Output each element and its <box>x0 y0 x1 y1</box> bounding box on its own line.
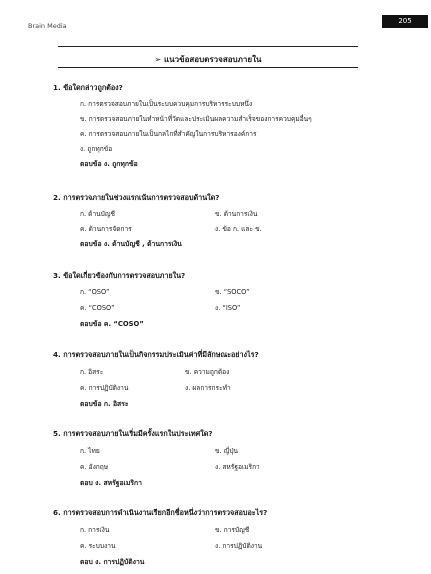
q2-option-c: ค. ด้านการจัดการ <box>80 225 132 233</box>
q3-option-b: ข. “SOCO” <box>215 288 250 296</box>
q6-option-d: ง. การปฏิบัติงาน <box>215 542 263 550</box>
question-3: 3. ข้อใดเกี่ยวข้องกับการตรวจสอบภายใน? <box>53 271 186 280</box>
q6-option-b: ข. การบัญชี <box>215 526 250 534</box>
q5-option-b: ข. ญี่ปุ่น <box>215 447 239 455</box>
q1-answer: ตอบข้อ ง. ถูกทุกข้อ <box>80 160 138 168</box>
question-1: 1. ข้อใดกล่าวถูกต้อง? <box>53 83 123 92</box>
q1-option-b: ข. การตรวจสอบภายในทำหน้าที่วัดและประเมินผลความสำเร็จของการควบคุมอื่นๆ <box>80 115 312 123</box>
section-title-box <box>58 46 358 68</box>
q3-option-d: ง. “ISO” <box>215 304 241 312</box>
question-5: 5. การตรวจสอบภายในเริ่มมีครั้งแรกในประเทศใด? <box>53 429 213 438</box>
q5-option-c: ค. อังกฤษ <box>80 463 109 471</box>
publisher-name: Brain Media <box>28 22 67 30</box>
q3-option-c: ค. “COSO” <box>80 304 115 312</box>
q4-option-a: ก. อิสระ <box>80 368 104 376</box>
q4-option-c: ค. การปฏิบัติงาน <box>80 384 129 392</box>
q1-option-d: ง. ถูกทุกข้อ <box>80 145 113 153</box>
q1-option-a: ก. การตรวจสอบภายในเป็นระบบควบคุมการบริหารระบบหนึ่ง <box>80 100 253 108</box>
q2-option-a: ก. ด้านบัญชี <box>80 210 115 218</box>
q4-option-d: ง. ผลการกระทำ <box>185 384 231 392</box>
section-title: ➢ แนวข้อสอบตรวจสอบภายใน <box>154 55 262 64</box>
page-number: 205 <box>382 15 428 28</box>
q3-option-a: ก. “OSO” <box>80 288 110 296</box>
q6-answer: ตอบ ง. การปฏิบัติงาน <box>80 558 145 566</box>
q6-option-c: ค. ระบบงาน <box>80 542 116 550</box>
question-4: 4. การตรวจสอบภายในเป็นกิจกรรมประเมินค่าที่มีลักษณะอย่างไร? <box>53 350 259 359</box>
q5-option-d: ง. สหรัฐอเมริกา <box>215 463 260 471</box>
q5-answer: ตอบ ง. สหรัฐอเมริกา <box>80 479 142 487</box>
q6-option-a: ก. การเงิน <box>80 526 110 534</box>
q2-option-b: ข. ด้านการเงิน <box>215 210 258 218</box>
question-2: 2. การตรวจภายในช่วงแรกเน้นการตรวจสอบด้านใด? <box>53 193 220 202</box>
q1-option-c: ค. การตรวจสอบภายในเป็นกลไกที่สำคัญในการบริหารองค์การ <box>80 130 257 138</box>
q5-option-a: ก. ไทย <box>80 447 100 455</box>
q2-answer: ตอบข้อ ง. ด้านบัญชี , ด้านการเงิน <box>80 240 182 248</box>
question-6: 6. การตรวจสอบการดำเนินงานเรียกอีกชื่อหนึ่งว่าการตรวจสอบอะไร? <box>53 508 268 517</box>
q3-answer: ตอบข้อ ค. “COSO” <box>80 320 144 328</box>
q4-answer: ตอบข้อ ก. อิสระ <box>80 400 129 408</box>
q2-option-d: ง. ข้อ ก. และ ข. <box>215 225 262 233</box>
q4-option-b: ข. ความถูกต้อง <box>185 368 230 376</box>
